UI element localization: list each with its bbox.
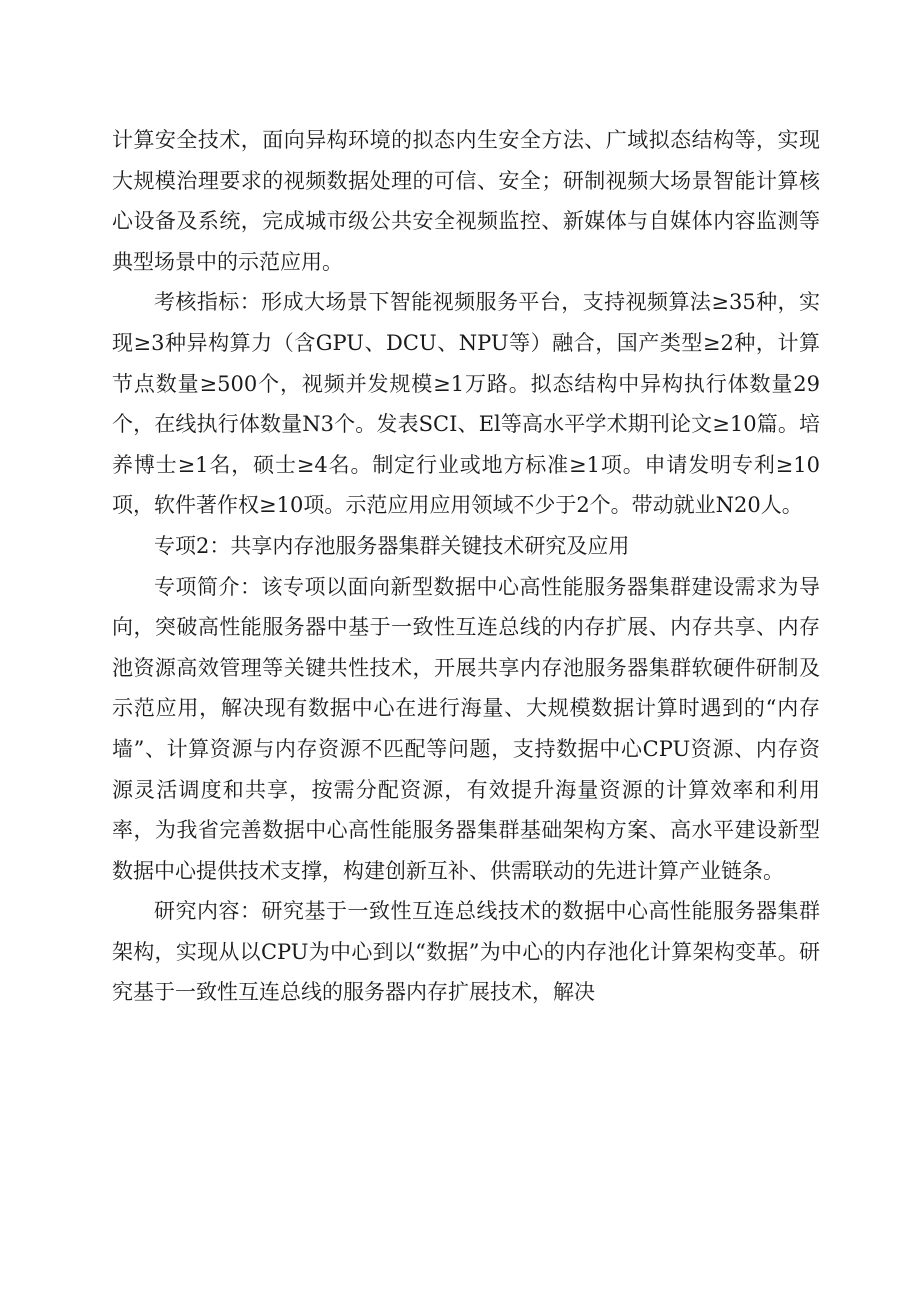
section-heading-project-2: 专项2：共享内存池服务器集群关键技术研究及应用 — [154, 533, 630, 558]
paragraph-research-content: 研究内容：研究基于一致性互连总线技术的数据中心高性能服务器集群架构，实现从以CPU为中心到以“数据”为中心的内存池化计算架构变革。研究基于一致性互连总线的服务器内存扩展技术，解决 — [112, 899, 820, 1005]
paragraph-assessment-indicators: 考核指标：形成大场景下智能视频服务平台，支持视频算法≥35种，实现≥3种异构算力（含GPU、DCU、NPU等）融合，国产类型≥2种，计算节点数量≥500个，视频并发规模≥1万路。拟态结构中异构执行体数量29个，在线执行体数量N3个。发表SCI、El等高水平学术期刊论文≥10篇。培养博士≥1名，硕士≥4名。制定行业或地方标准≥1项。申请发明专利≥10项，软件著作权≥10项。示范应用应用领域不少于2个。带动就业N20人。 — [112, 290, 820, 518]
paragraph-project-introduction: 专项简介：该专项以面向新型数据中心高性能服务器集群建设需求为导向，突破高性能服务器中基于一致性互连总线的内存扩展、内存共享、内存池资源高效管理等关键共性技术，开展共享内存池服务器集群软硬件研制及示范应用，解决现有数据中心在进行海量、大规模数据计算时遇到的“内存墙”、计算资源与内存资源不匹配等问题，支持数据中心CPU资源、内存资源灵活调度和共享，按需分配资源，有效提升海量资源的计算效率和利用率，为我省完善数据中心高性能服务器集群基础架构方案、高水平建设新型数据中心提供技术支撑，构建创新互补、供需联动的先进计算产业链条。 — [112, 574, 820, 883]
document-body — [112, 120, 820, 1013]
paragraph-continuation: 计算安全技术，面向异构环境的拟态内生安全方法、广域拟态结构等，实现大规模治理要求的视频数据处理的可信、安全；研制视频大场景智能计算核心设备及系统，完成城市级公共安全视频监控、新媒体与自媒体内容监测等典型场景中的示范应用。 — [112, 128, 820, 274]
